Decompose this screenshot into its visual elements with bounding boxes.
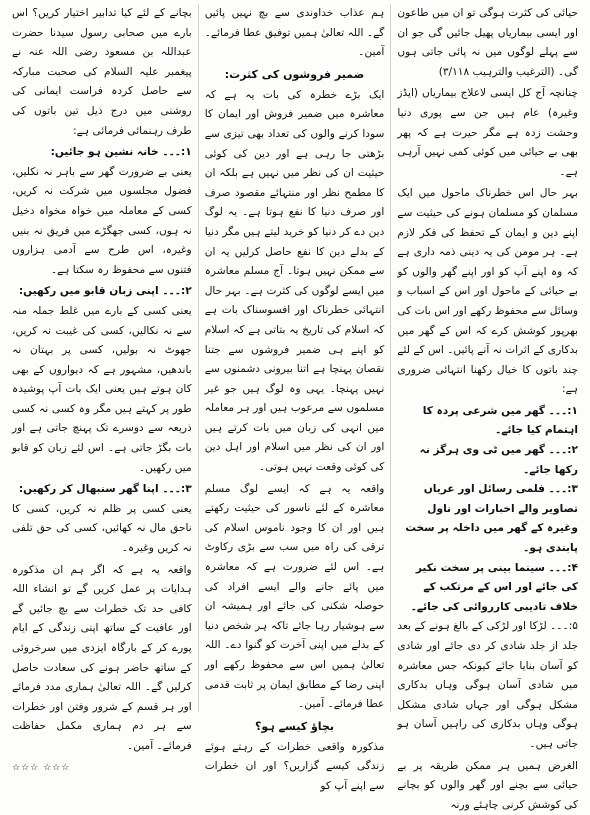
numbered-heading: ۳:۔۔۔ اپنا گھر سنبھال کر رکھیں: bbox=[18, 483, 192, 496]
numbered-heading: ۲:۔۔۔ اپنی زبان قابو میں رکھیں: bbox=[18, 285, 192, 298]
paragraph: ایک بڑے خطرہ کی بات یہ ہے کہ معاشرہ میں ضمیر فروش اور ایمان کا سودا کرنے والوں کی تعداد بھی تیزی سے بڑھتی جا رہی ہے اور دین کی کوئی حیثیت ان کی نظر میں نہیں ہے بلکہ ان کا مطمح نظر اور منتہائے مقصود صرف اور صرف دنیا کا نفع ہوتا ہے۔ یہ لوگ دین دے کر دنیا کو خرید لیتے ہیں مگر دنیا کے بدلے دین کا نفع حاصل کرلیں یہ ان سے ممکن نہیں ہوتا۔ آج مسلم معاشرہ میں ایسے لوگوں کی کثرت ہے۔ بہر حال انتہائی خطرناک اور افسوسناک بات ہے کہ اسلام کی تاریخ یہ بتاتی ہے کہ اسلام کو اپنے ہی ضمیر فروشوں سے جتنا نقصان پہنچا ہے اتنا بیرونی دشمنوں سے نہیں پہنچا۔ یہی وہ لوگ ہیں جو غیر مسلموں سے مرعوب ہیں اور ہر معاملہ میں انہی کی زبان میں بات کرتے ہیں اور ان کی نظر میں اسلام اور اہل دین کی کوئی وقعت نہیں ہوتی۔ bbox=[204, 88, 385, 474]
paragraph: واقعہ یہ ہے کہ ایسے لوگ مسلم معاشرہ کے لئے ناسور کی حیثیت رکھتے ہیں اور ان کا وجود ناموس اسلام کی ترقی کی راہ میں سب سے بڑی رکاوٹ ہے۔ اس لئے ضرورت ہے کہ معاشرہ میں پائے جانے والے ایسے افراد کی حوصلہ شکنی کی جائے اور ہمیشہ ان سے ہوشیار رہا جائے تاکہ ہر شخص دنیا کے بدلے میں اپنی آخرت کو گنوا دے۔ اللہ تعالیٰ ہمیں اس سے محفوظ رکھے اور اپنی رضا کے مطابق ایمان پر ثابت قدمی عطا فرمائے۔ آمین۔ bbox=[204, 482, 385, 711]
column-right bbox=[391, 4, 584, 811]
column-left bbox=[6, 4, 199, 773]
numbered-heading: ۴:۔۔۔ سینما بینی پر سخت نکیر کی جائے اور اس کے مرتکب کے خلاف تادیبی کارروائی کی جائے۔ bbox=[410, 561, 578, 613]
paragraph: مذکورہ واقعی خطرات کے رہتے ہوئے زندگی کیسے گزاریں؟ اور ان خطرات سے اپنے آپ کو bbox=[204, 740, 385, 792]
paragraph: یعنی کسی کے بارے میں غلط جملہ منہ سے نہ نکالیں، کسی کی غیبت نہ کریں، جھوٹ نہ بولیں، کسی پر بہتان نہ باندھیں، مشہور ہے کہ دیواروں کے بھی کان ہوتے ہیں یعنی ایک بات آپ پوشیدہ طور پر کہتے ہیں مگر وہ کسی نہ کسی ذریعہ سے دوسرے تک پہنچ جاتی ہے اور بات بگڑ جاتی ہے۔ اس لئے زبان کو قابو میں رکھیں۔ bbox=[12, 304, 192, 474]
numbered-heading: ۳:۔۔۔ فلمی رسائل اور عریاں تصاویر والے اخبارات اور ناول وغیرہ کے گھر میں داخلہ پر سخت پابندی ہو۔ bbox=[405, 483, 578, 555]
paragraph: ہم عذاب خداوندی سے بچ نہیں پائیں گے۔ اللہ تعالیٰ ہمیں توفیق عطا فرمائے۔ آمین۔ bbox=[204, 7, 385, 59]
paragraph: ۵:۔۔۔ لڑکا اور لڑکی کے بالغ ہونے کے بعد جلد از جلد شادی کر دی جائے اور شادی کو آسان بنایا جائے کیونکہ جس معاشرہ میں شادی آسان ہوگی وہاں بدکاری مشکل ہوگی اور جہاں شادی مشکل ہوگی وہاں بدکاری کی راہیں آسان ہو جاتی ہیں۔ bbox=[397, 620, 578, 750]
paragraph: بہر حال اس خطرناک ماحول میں ایک مسلمان کو مسلمان ہونے کی حیثیت سے اپنے دین و ایمان کے تحفظ کی فکر لازم ہے۔ ہر مومن کی یہ دینی ذمہ داری ہے کہ وہ اپنے آپ کو اور اپنے گھر والوں کو بے حیائی کے ماحول اور اس کے اسباب و وسائل سے محفوظ رکھے اور اس بات کی بھرپور کوشش کرے کہ اس کے گھر میں بدکاری کے اثرات نہ آنے پائیں۔ اس کے لئے چند باتوں کا خیال رکھنا انتہائی ضروری ہے: bbox=[397, 187, 578, 396]
paragraph: بچانے کے لئے کیا تدابیر اختیار کریں؟ اس بارے میں صحابی رسول سیدنا حضرت عبداللہ بن مسعود رضی اللہ عنہ نے پیغمبر علیہ السلام کی صحبت مبارکہ سے حاصل کردہ فراست ایمانی کی روشنی میں درج ذیل تین باتوں کی طرف رہنمائی فرمائی ہے: bbox=[12, 7, 192, 137]
end-stars: ☆☆☆ ☆☆☆ bbox=[12, 762, 71, 773]
numbered-heading: ۱:۔۔۔ خانہ نشین ہو جائیں: bbox=[50, 146, 192, 159]
paragraph: یعنی بے ضرورت گھر سے باہر نہ نکلیں، فضول مجلسوں میں شرکت نہ کریں، کسی کے معاملہ میں خواہ مخواہ دخیل نہ ہوں، کسی جھگڑے میں فریق نہ بنیں وغیرہ، اس طرح سے آدمی ہزاروں فتنوں سے محفوظ رہ سکتا ہے۔ bbox=[12, 165, 192, 276]
text-columns bbox=[6, 4, 584, 811]
paragraph: چنانچہ آج کل ایسی لاعلاج بیماریاں (ایڈز وغیرہ) عام ہیں جن سے پوری دنیا وحشت زدہ ہے مگر حیرت ہے کہ پھر بھی بے حیائی میں کوئی کمی نہیں آرہی ہے۔ bbox=[397, 87, 578, 178]
numbered-heading: ۱:۔۔۔ گھر میں شرعی پردہ کا اہتمام کیا جائے۔ bbox=[422, 404, 578, 437]
column-middle bbox=[199, 4, 392, 792]
numbered-heading: ۲:۔۔۔ گھر میں ٹی وی ہرگز نہ رکھا جائے۔ bbox=[419, 444, 578, 476]
paragraph: یعنی کسی پر ظلم نہ کریں، کسی کا ناحق مال نہ کھائیں، کسی کی حق تلفی نہ کریں وغیرہ۔ bbox=[12, 502, 192, 555]
section-heading: بچاؤ کیسے ہو؟ bbox=[255, 719, 334, 733]
paragraph: واقعہ یہ ہے کہ اگر ہم ان مذکورہ ہدایات پر عمل کریں گے تو انشاء اللہ کافی حد تک خطرات سے بچ جائیں گے اور عافیت کے ساتھ اپنی زندگی کے ایام پورے کر کے بارگاہ ایزدی میں سرخروئی کے ساتھ حاضر ہونے کی سعادت حاصل کرلیں گے۔ اللہ تعالیٰ ہماری مدد فرمائے اور ہر قسم کے شرور وفتن اور خطرات سے ہر دم ہماری مکمل حفاظت فرمائے۔ آمین۔ bbox=[12, 563, 192, 752]
paragraph: حیائی کی کثرت ہوگی تو ان میں طاعون اور ایسی بیماریاں پھیل جائیں گی جو ان سے پہلے لوگوں میں نہ پائی جاتی ہوں گی۔ (الترغیب والترہیب ۳/۱۱۸) bbox=[397, 7, 578, 78]
paragraph: الغرض ہمیں ہر ممکن طریقہ پر بے حیائی سے بچنے اور گھر والوں کو بچانے کی کوشش کرنی چاہئے ورنہ bbox=[397, 759, 578, 811]
section-heading: ضمیر فروشوں کی کثرت: bbox=[224, 67, 365, 81]
